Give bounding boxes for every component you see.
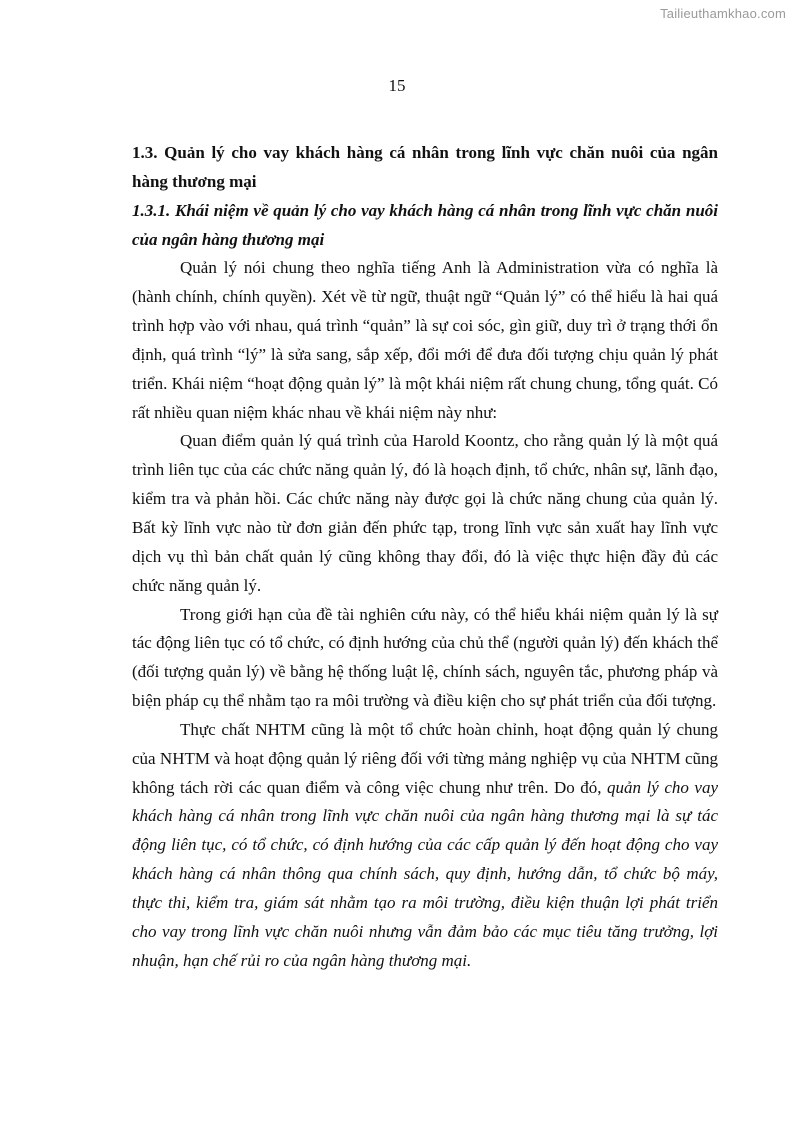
paragraph-research-scope: Trong giới hạn của đề tài nghiên cứu này, có thể hiểu khái niệm quản lý là sự tác động liên tục có tổ chức, có định hướng của chủ thể (người quản lý) đến khách thể (đối tượng quản lý) về bằng hệ thống luật lệ, chính sách, nguyên tắc, phương pháp và biện pháp cụ thể nhằm tạo ra môi trường và điều kiện cho sự phát triển của đối tượng. (132, 604, 718, 711)
subsection-heading: 1.3.1. Khái niệm về quản lý cho vay khách hàng cá nhân trong lĩnh vực chăn nuôi của ngân hàng thương mại (132, 200, 718, 249)
paragraph-nhtm-plain-text: Thực chất NHTM cũng là một tổ chức hoàn chỉnh, hoạt động quản lý chung của NHTM và hoạt động quản lý riêng đối với từng mảng nghiệp vụ của NHTM cũng không tách rời các quan điểm và công việc chung như trên. Do đó, (132, 719, 718, 797)
page-number: 15 (388, 76, 406, 95)
section-heading: 1.3. Quản lý cho vay khách hàng cá nhân trong lĩnh vực chăn nuôi của ngân hàng thương mại (132, 143, 718, 191)
paragraph-definition-management: Quản lý nói chung theo nghĩa tiếng Anh là Administration vừa có nghĩa là (hành chính, chính quyền). Xét về từ ngữ, thuật ngữ “Quản lý” có thể hiểu là hai quá trình hợp vào với nhau, quá trình “quản” là sự coi sóc, gìn giữ, duy trì ở trạng thới ổn định, quá trình “lý” là sửa sang, sắp xếp, đổi mới để đưa đối tượng chịu quản lý phát triển. Khái niệm “hoạt động quản lý” là một khái niệm rất chung chung, tổng quát. Có rất nhiều quan niệm khác nhau về khái niệm này như: (132, 258, 718, 422)
paragraph-nhtm-italic-definition: quản lý cho vay khách hàng cá nhân trong lĩnh vực chăn nuôi của ngân hàng thương mại là sự tác động liên tục, có tổ chức, có định hướng của các cấp quản lý đến hoạt động cho vay khách hàng cá nhân thông qua chính sách, quy định, hướng dẫn, tổ chức bộ máy, thực thi, kiểm tra, giám sát nhằm tạo ra môi trường, điều kiện thuận lợi phát triển cho vay trong lĩnh vực chăn nuôi nhưng vẫn đảm bảo các mục tiêu tăng trưởng, lợi nhuận, hạn chế rủi ro của ngân hàng thương mại. (132, 777, 718, 970)
paragraph-koontz-view: Quan điểm quản lý quá trình của Harold Koontz, cho rằng quản lý là một quá trình liên tục của các chức năng quản lý, đó là hoạch định, tổ chức, nhân sự, lãnh đạo, kiểm tra và phản hồi. Các chức năng này được gọi là chức năng chung của quản lý. Bất kỳ lĩnh vực nào từ đơn giản đến phức tạp, trong lĩnh vực sản xuất hay lĩnh vực dịch vụ thì bản chất quản lý cũng không thay đổi, đó là việc thực hiện đầy đủ các chức năng quản lý. (132, 431, 718, 595)
watermark: Tailieuthamkhao.com (660, 6, 786, 21)
paragraph-nhtm-definition (132, 716, 718, 976)
document-body (132, 139, 718, 975)
